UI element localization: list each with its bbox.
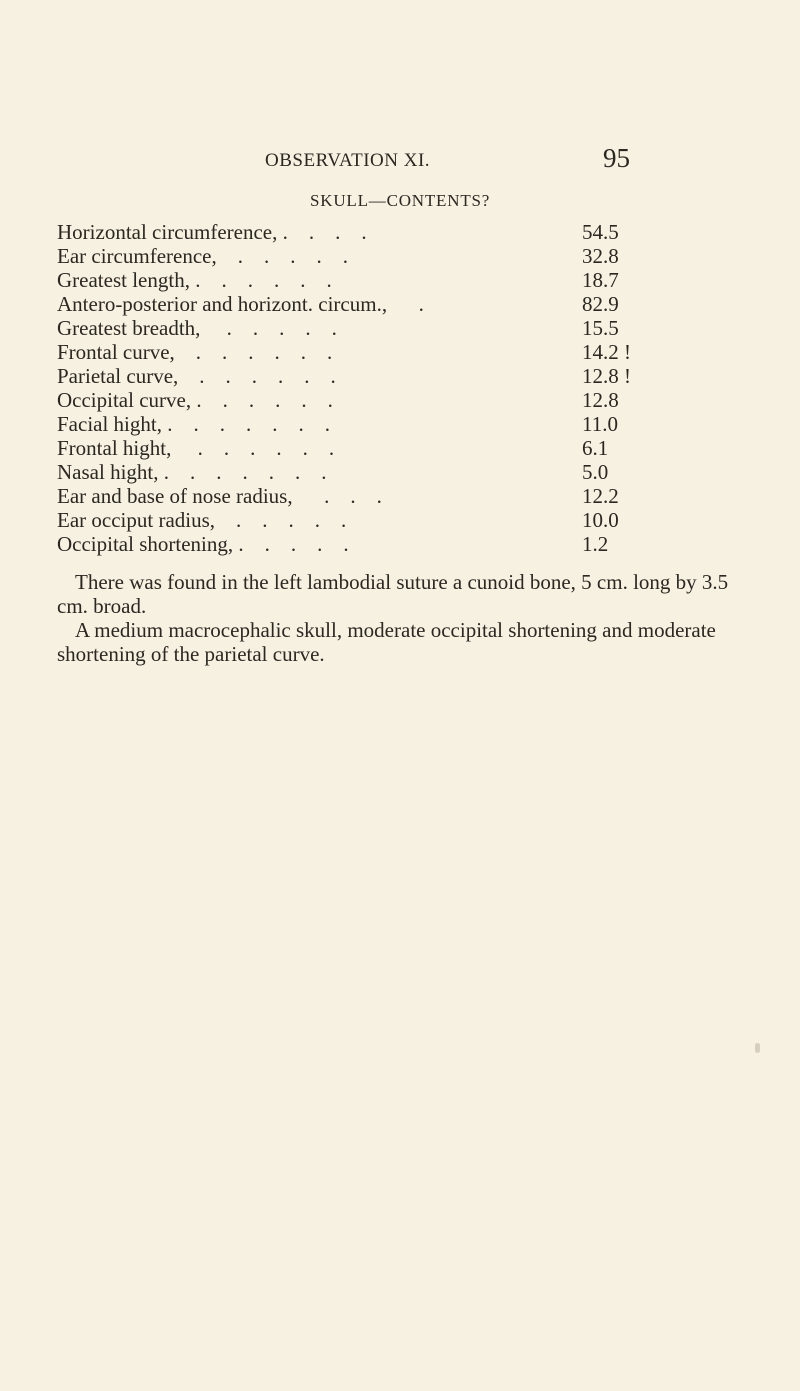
table-row xyxy=(57,436,637,460)
row-value: 82.9 xyxy=(582,292,619,316)
table-row xyxy=(57,532,637,556)
table-row xyxy=(57,460,637,484)
table-row xyxy=(57,292,637,316)
row-label: Ear and base of nose radius, . . . xyxy=(57,484,382,508)
row-label: Greatest length, . . . . . . xyxy=(57,268,332,292)
row-value: 14.2 ! xyxy=(582,340,631,364)
page-number: 95 xyxy=(603,143,630,173)
table-row xyxy=(57,508,637,532)
row-value: 6.1 xyxy=(582,436,609,460)
table-row xyxy=(57,220,637,244)
paper-blemish xyxy=(755,1043,760,1053)
row-value: 15.5 xyxy=(582,316,619,340)
body-paragraph: A medium macrocephalic skull, moderate occipital shortening and moderate shortening of the parietal curve. xyxy=(57,618,716,666)
row-value: 32.8 xyxy=(582,244,619,268)
row-value: 54.5 xyxy=(582,220,619,244)
row-value: 12.2 xyxy=(582,484,619,508)
row-label: Antero-posterior and horizont. circum., . xyxy=(57,292,424,316)
row-value: 12.8 ! xyxy=(582,364,631,388)
row-label: Frontal curve, . . . . . . xyxy=(57,340,333,364)
table-row xyxy=(57,268,637,292)
table-row xyxy=(57,484,637,508)
table-row xyxy=(57,364,637,388)
row-value: 10.0 xyxy=(582,508,619,532)
table-row xyxy=(57,412,637,436)
body-paragraph: There was found in the left lambodial suture a cunoid bone, 5 cm. long by 3.5 cm. broad. xyxy=(57,570,729,618)
table-row xyxy=(57,340,637,364)
row-label: Facial hight, . . . . . . . xyxy=(57,412,330,436)
row-label: Horizontal circumference, . . . . xyxy=(57,220,367,244)
row-label: Frontal hight, . . . . . . xyxy=(57,436,335,460)
running-head: OBSERVATION XI. xyxy=(265,150,431,171)
row-label: Parietal curve, . . . . . . xyxy=(57,364,336,388)
row-value: 1.2 xyxy=(582,532,609,556)
row-label: Nasal hight, . . . . . . . xyxy=(57,460,327,484)
row-label: Greatest breadth, . . . . . xyxy=(57,316,337,340)
row-label: Occipital shortening, . . . . . xyxy=(57,532,349,556)
table-row xyxy=(57,316,637,340)
table-caption: SKULL—CONTENTS? xyxy=(310,191,491,210)
row-label: Ear occiput radius, . . . . . xyxy=(57,508,347,532)
row-value: 5.0 xyxy=(582,460,609,484)
row-value: 12.8 xyxy=(582,388,619,412)
measurements-table xyxy=(57,220,637,556)
row-label: Ear circumference, . . . . . xyxy=(57,244,348,268)
table-row xyxy=(57,244,637,268)
row-label: Occipital curve, . . . . . . xyxy=(57,388,333,412)
row-value: 11.0 xyxy=(582,412,618,436)
row-value: 18.7 xyxy=(582,268,619,292)
table-row xyxy=(57,388,637,412)
